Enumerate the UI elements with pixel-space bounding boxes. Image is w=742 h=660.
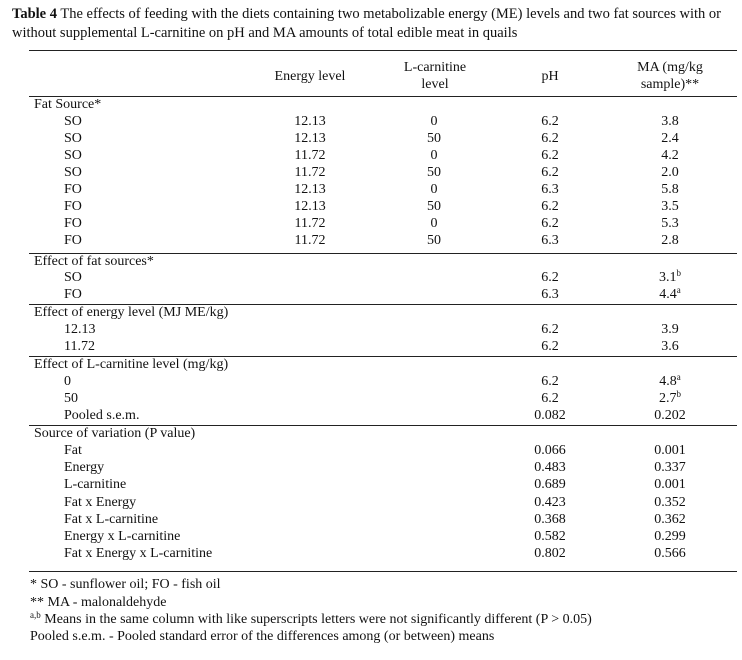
row-label: FO (64, 199, 82, 214)
cell-carnitine-level: 50 (427, 165, 441, 180)
cell-ph: 0.582 (534, 529, 566, 544)
cell-ma (620, 232, 720, 249)
cell-ma (620, 269, 720, 286)
cell-ma-value: 0.566 (654, 546, 686, 562)
row-label: SO (64, 270, 82, 285)
row-label: SO (64, 131, 82, 146)
cell-ma-value: 5.8 (661, 182, 679, 197)
cell-ma (620, 130, 720, 147)
cell-ma-value: 3.6 (661, 339, 679, 354)
cell-ph: 6.2 (541, 270, 559, 285)
table-label: Table 4 (12, 6, 57, 22)
header-ma-line2: sample)** (640, 77, 700, 92)
cell-ma (620, 164, 720, 181)
cell-ph: 0.368 (534, 511, 566, 527)
row-label: 12.13 (64, 322, 96, 337)
section-title: Effect of L-carnitine level (mg/kg) (34, 357, 229, 372)
cell-ma-value: 3.5 (661, 199, 679, 214)
significance-superscript: b (676, 268, 681, 278)
cell-energy-level: 11.72 (294, 216, 326, 231)
cell-ph: 6.2 (541, 391, 559, 406)
row-label: 11.72 (64, 339, 95, 354)
cell-ma (620, 390, 720, 407)
cell-ma (620, 286, 720, 303)
cell-ph: 6.2 (541, 322, 559, 337)
cell-ma-value: 3.8 (661, 114, 679, 129)
cell-ma-value: 5.3 (661, 216, 679, 231)
cell-ma-value: 3.9 (661, 322, 679, 337)
cell-ma (620, 181, 720, 198)
cell-ph: 6.3 (541, 182, 559, 197)
row-label: Fat x Energy (64, 494, 137, 510)
cell-ph: 6.2 (541, 114, 559, 129)
cell-ma-value: 0.337 (654, 460, 686, 476)
table-caption (12, 5, 734, 43)
cell-ph: 6.2 (541, 148, 559, 163)
row-label: FO (64, 216, 82, 231)
cell-ph: 6.2 (541, 216, 559, 231)
significance-superscript: b (676, 389, 681, 399)
cell-ph: 0.689 (534, 477, 566, 493)
cell-ma (620, 198, 720, 215)
footnote-superscript-mark: a,b (30, 610, 41, 620)
cell-carnitine-level: 50 (427, 199, 441, 214)
header-ph: pH (541, 69, 559, 84)
row-label: Energy (64, 460, 105, 476)
row-label: Fat x L-carnitine (64, 511, 159, 527)
row-label: 0 (64, 374, 71, 389)
header-ma-line1: MA (mg/kg (637, 60, 703, 75)
cell-ph: 6.2 (541, 165, 559, 180)
cell-carnitine-level: 0 (430, 216, 438, 231)
cell-carnitine-level: 50 (427, 233, 441, 248)
row-label: 50 (64, 391, 78, 406)
significance-superscript: a (676, 372, 681, 382)
significance-superscript: a (676, 285, 681, 295)
footnote-superscripts (30, 611, 592, 628)
cell-ma-value: 0.202 (654, 408, 686, 423)
row-label: Fat x Energy x L-carnitine (64, 546, 213, 562)
cell-ma-value: 4.8 (659, 374, 677, 389)
cell-ma-value: 4.4 (659, 287, 677, 302)
cell-ma (620, 321, 720, 338)
cell-ma (620, 338, 720, 355)
cell-ma-value: 4.2 (661, 148, 679, 163)
row-label: L-carnitine (64, 477, 127, 493)
row-label: Pooled s.e.m. (64, 408, 140, 423)
cell-ma (620, 147, 720, 164)
cell-ph: 6.2 (541, 374, 559, 389)
cell-carnitine-level: 0 (430, 148, 438, 163)
cell-ph: 6.2 (541, 131, 559, 146)
cell-ma (620, 494, 720, 511)
cell-ma-value: 0.299 (654, 529, 686, 544)
cell-ma-value: 0.352 (654, 494, 686, 510)
cell-energy-level: 12.13 (294, 199, 326, 214)
footnote-fat-abbrev: * SO - sunflower oil; FO - fish oil (30, 577, 221, 592)
cell-ma (620, 373, 720, 390)
cell-ma-value: 0.001 (654, 477, 686, 493)
cell-ph: 0.066 (534, 443, 566, 458)
row-label: Fat (64, 443, 82, 458)
rule-header-bottom (29, 96, 737, 97)
cell-energy-level: 11.72 (294, 165, 326, 180)
rule-bottom (29, 571, 737, 572)
row-label: FO (64, 233, 82, 248)
cell-energy-level: 12.13 (294, 131, 326, 146)
row-label: SO (64, 114, 82, 129)
cell-carnitine-level: 0 (430, 182, 438, 197)
row-label: FO (64, 182, 82, 197)
cell-ph: 6.3 (541, 233, 559, 248)
cell-ma (620, 459, 720, 476)
cell-ma-value: 2.8 (661, 233, 679, 248)
row-label: FO (64, 287, 82, 302)
section-title: Effect of fat sources* (34, 254, 154, 269)
row-label: SO (64, 148, 82, 163)
cell-ph: 0.802 (534, 546, 566, 562)
cell-energy-level: 11.72 (294, 148, 326, 163)
cell-energy-level: 11.72 (294, 233, 326, 248)
cell-energy-level: 12.13 (294, 182, 326, 197)
cell-ma-value: 3.1 (659, 270, 677, 285)
cell-ma-value: 2.4 (661, 131, 679, 146)
cell-ma-value: 0.001 (654, 443, 686, 458)
row-label: SO (64, 165, 82, 180)
section-title: Source of variation (P value) (34, 426, 196, 441)
cell-ma-value: 2.0 (661, 165, 679, 180)
cell-ph: 0.483 (534, 460, 566, 476)
section-title: Fat Source* (34, 97, 102, 112)
cell-ma (620, 113, 720, 130)
cell-ma (620, 215, 720, 232)
cell-ph: 0.423 (534, 494, 566, 510)
header-carnitine-level-line2: level (421, 77, 449, 92)
cell-ma (620, 545, 720, 562)
row-label: Energy x L-carnitine (64, 529, 181, 544)
header-energy-level: Energy level (274, 69, 346, 84)
cell-carnitine-level: 50 (427, 131, 441, 146)
footnote-pooled-sem: Pooled s.e.m. - Pooled standard error of the differences among (or between) means (30, 629, 495, 644)
table-caption-text: The effects of feeding with the diets containing two metabolizable energy (ME) levels and two fat sources with or without supplemental L-carnitine on pH and MA amounts of total edible meat in quails (12, 6, 721, 41)
cell-ph: 6.3 (541, 287, 559, 302)
cell-energy-level: 12.13 (294, 114, 326, 129)
cell-ma (620, 528, 720, 545)
cell-ph: 0.082 (534, 408, 566, 423)
cell-carnitine-level: 0 (430, 114, 438, 129)
cell-ma (620, 476, 720, 493)
cell-ma-value: 2.7 (659, 391, 677, 406)
cell-ma (620, 511, 720, 528)
cell-ma (620, 442, 720, 459)
cell-ma-value: 0.362 (654, 511, 686, 527)
header-carnitine-level-line1: L-carnitine (403, 60, 467, 75)
cell-ph: 6.2 (541, 199, 559, 214)
footnote-ma-abbrev: ** MA - malonaldehyde (30, 595, 167, 610)
cell-ph: 6.2 (541, 339, 559, 354)
cell-ma (620, 407, 720, 424)
footnote-superscript-text: Means in the same column with like superscripts letters were not significantly different (P > 0.05) (40, 612, 592, 627)
section-title: Effect of energy level (MJ ME/kg) (34, 305, 229, 320)
rule-top (29, 50, 737, 51)
